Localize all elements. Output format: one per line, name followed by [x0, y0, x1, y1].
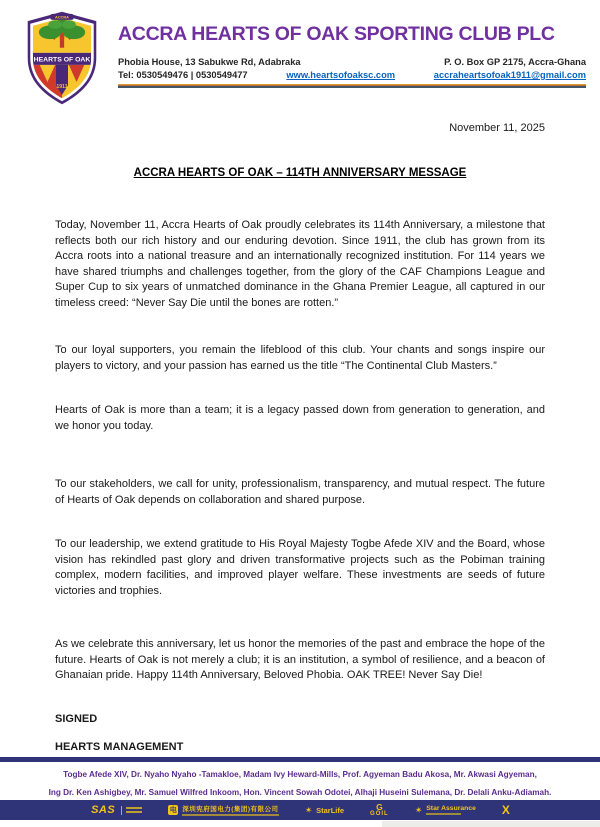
sponsor-bar	[0, 800, 600, 820]
sas-subtext-lines	[126, 807, 142, 813]
letter-date: November 11, 2025	[449, 122, 545, 134]
shield-icon	[18, 10, 106, 106]
signature-text: HEARTS MANAGEMENT	[55, 741, 184, 753]
logo-banner: ACCRA	[55, 15, 69, 20]
paragraph-anniversary: Today, November 11, Accra Hearts of Oak proudly celebrates its 114th Anniversary, a milestone that reflects both our rich history and our enduring devotion. Since 1911, the club has grown from its Accra roots into a national treasure and an internationally recognized institution. For 114 years we have shared triumphs and challenges together, from the glory of the CAF Champions League and Super Cup to six years of unmatched dominance in the Ghana Premier League, all captured in our timeless creed: “Never Say Die until the bones are rotten.”	[55, 219, 545, 309]
letter-body	[55, 218, 545, 756]
sponsor-sas-logo: SAS	[91, 804, 142, 816]
sas-divider	[121, 806, 122, 815]
sponsor-shenzhen-power-logo	[168, 804, 278, 816]
paragraph-stakeholders: To our stakeholders, we call for unity, professionalism, transparency, and mutual respect. The future of Hearts of Oak depends on collaboration and shared purpose.	[55, 478, 545, 506]
bottom-edge-artifact	[382, 821, 600, 827]
telephone-text: Tel: 0530549476 | 0530549477	[118, 70, 248, 80]
logo-club-name: HEARTS OF OAK	[33, 56, 91, 64]
star-assurance-subtext	[426, 813, 461, 815]
sponsor-x-logo: X	[501, 803, 509, 817]
letterhead	[18, 10, 586, 106]
po-box-text: P. O. Box GP 2175, Accra-Ghana	[444, 57, 586, 67]
shenzhen-power-subtext	[182, 814, 278, 816]
paragraph-leadership: To our leadership, we extend gratitude to His Royal Majesty Togbe Afede XIV and the Board, whose vision has rekindled past glory and driven transformative projects such as the Pobiman training complex, modern facilities, and improved player welfare. These investments are seeds of future victories and trophies.	[55, 538, 545, 597]
sponsor-star-assurance-logo: ✶ Star Assurance	[413, 803, 476, 816]
board-members-line2: Ing Dr. Ken Ashigbey, Mr. Samuel Wilfred Inkoom, Hon. Vincent Sowah Odotei, Alhaji Huseini Sulemana, Dr. Delali Anku-Adiamah.	[48, 787, 552, 797]
header-divider-rule	[118, 84, 586, 88]
starlife-star-icon: ✶	[303, 803, 313, 816]
club-name-title: ACCRA HEARTS OF OAK SPORTING CLUB PLC	[118, 23, 555, 45]
goil-g-icon: G	[376, 801, 383, 812]
club-crest-logo	[18, 10, 106, 106]
sponsor-goil-logo: G GOIL	[370, 801, 389, 818]
shenzhen-power-icon: 电	[169, 807, 177, 814]
paragraph-legacy: Hearts of Oak is more than a team; it is a legacy passed down from generation to generation, and we honor you today.	[55, 404, 545, 432]
shenzhen-power-name: 深圳宪府国电力(集团)有限公司	[182, 806, 279, 813]
letter-title: ACCRA HEARTS OF OAK – 114TH ANNIVERSARY MESSAGE	[133, 167, 467, 179]
website-link[interactable]: www.heartsofoaksc.com	[286, 70, 396, 80]
logo-year: 1911	[56, 83, 68, 90]
paragraph-supporters: To our loyal supporters, you remain the lifeblood of this club. Your chants and songs inspire our players to victory, and your passion has earned us the title “The Continental Club Masters.”	[55, 344, 545, 372]
paragraph-closing: As we celebrate this anniversary, let us honor the memories of the past and embrace the hope of the future. Hearts of Oak is not merely a club; it is an institution, a symbol of resilience, and a beacon of Ghanaian pride. Happy 114th Anniversary, Beloved Phobia. OAK TREE! Never Say Die!	[55, 638, 545, 681]
signed-label: SIGNED	[55, 712, 98, 725]
star-assurance-star-icon: ✶	[413, 803, 424, 816]
email-link[interactable]: accraheartsofoak1911@gmail.com	[433, 70, 586, 80]
board-members-list	[10, 766, 590, 801]
board-members-line1: Togbe Afede XIV, Dr. Nyaho Nyaho -Tamakloe, Madam Ivy Heward-Mills, Prof. Agyeman Badu Akosa, Mr. Akwasi Agyeman,	[63, 770, 537, 779]
footer-divider-bar	[0, 757, 600, 762]
sponsor-starlife-logo: ✶ StarLife	[303, 803, 345, 816]
address-text: Phobia House, 13 Sabukwe Rd, Adabraka	[118, 57, 301, 67]
